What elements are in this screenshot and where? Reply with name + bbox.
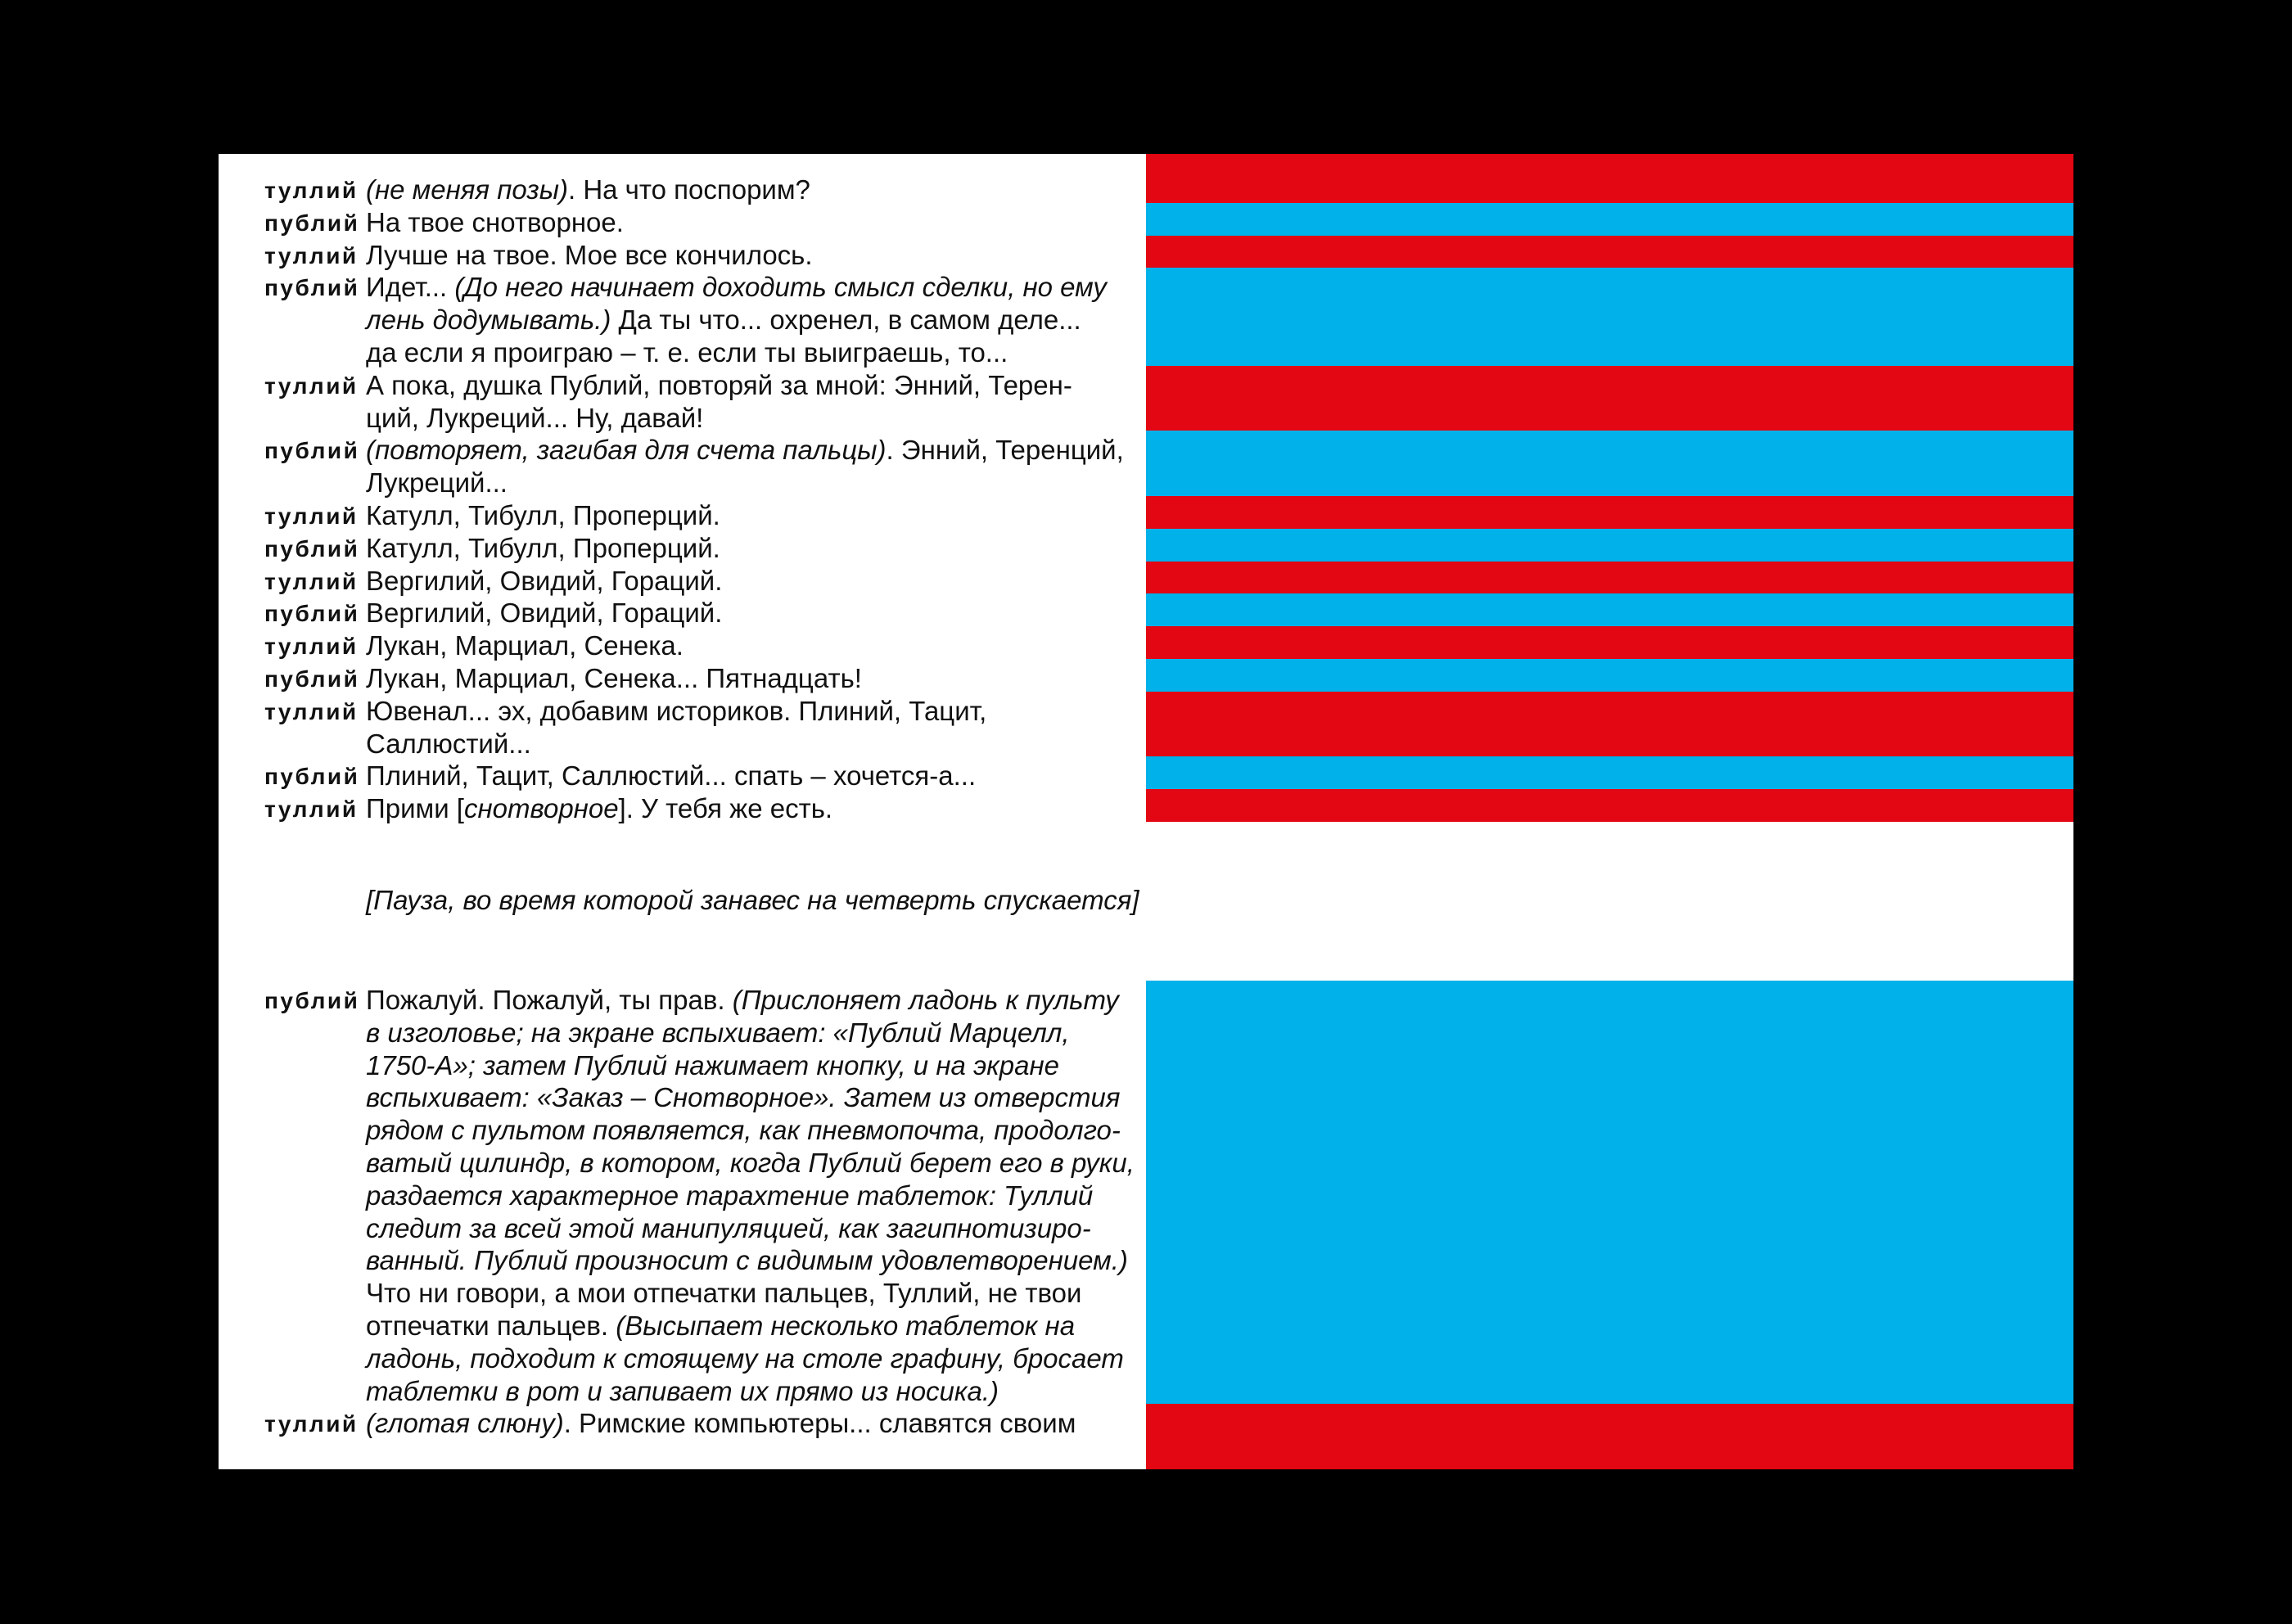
speaker-stripe-red [1146,496,2073,529]
dialogue-line: ладонь, подходит к стоящему на столе графину, бросает [366,1342,1124,1374]
dialogue-line: Лукреций... [366,467,508,498]
turn-lines [366,792,1146,825]
dialogue-line: Катулл, Тибулл, Проперций. [366,499,720,530]
turn-lines [366,271,1146,368]
speaker-stripe-blue [1146,756,2073,789]
speaker-label: публий [264,665,360,692]
turn-lines [366,499,1146,532]
dialogue-line: 1750-А»; затем Публий нажимает кнопку, и на экране [366,1049,1060,1080]
turn-lines [366,434,1146,499]
dialogue-line: Ювенал... эх, добавим историков. Плиний, Тацит, [366,695,987,726]
speaker-stripe-red [1146,789,2073,822]
turn-lines [366,369,1146,435]
dialogue-line: рядом с пультом появляется, как пневмопочта, продолго- [366,1115,1121,1146]
dialogue-turn [219,662,1146,695]
speaker-label: туллий [264,242,359,268]
dialogue-line: (не меняя позы). На что поспорим? [366,174,810,205]
speaker-stripe-blue [1146,529,2073,562]
dialogue-line: Лукан, Марциал, Сенека... Пятнадцать! [366,662,862,693]
dialogue-line: отпечатки пальцев. (Высыпает несколько таблеток на [366,1310,1076,1341]
speaker-label: публий [264,210,360,236]
speaker-label: туллий [264,568,359,594]
turn-lines [366,662,1146,695]
dialogue-line: Что ни говори, а мои отпечатки пальцев, Туллий, не твои [366,1278,1082,1309]
turn-lines [366,597,1146,629]
dialogue-line: в изголовье; на экране вспыхивает: «Публий Марцелл, [366,1017,1070,1048]
speaker-label: туллий [264,634,359,660]
speaker-label: туллий [264,178,359,203]
dialogue-line: (повторяет, загибая для счета пальцы). Энний, Теренций, [366,435,1124,466]
dialogue-line: Саллюстий... [366,728,531,759]
book-page [219,154,2073,1469]
speaker-stripe-red [1146,562,2073,594]
speaker-label: публий [264,275,360,301]
dialogue-turn [219,565,1146,598]
dialogue-line: Прими [снотворное]. У тебя же есть. [366,793,833,824]
dialogue-line: ватый цилиндр, в котором, когда Публий берет его в руки, [366,1147,1135,1178]
speaker-stripe-red [1146,366,2073,431]
dialogue-line: А пока, душка Публий, повторяй за мной: Энний, Терен- [366,369,1072,400]
dialogue-line: Пожалуй. Пожалуй, ты прав. (Прислоняет ладонь к пульту [366,985,1119,1015]
speaker-stripe-column [1146,154,2073,1469]
dialogue-turn [219,206,1146,239]
dialogue-turn [219,532,1146,565]
speaker-label: туллий [264,1411,359,1437]
speaker-stripe-blue [1146,203,2073,236]
speaker-stripe-blue [1146,593,2073,626]
speaker-label: публий [264,535,360,562]
dialogue-turn [219,434,1146,499]
turn-lines [366,206,1146,239]
dialogue-line: лень додумывать.) Да ты что... охренел, в самом деле... [366,304,1081,336]
dialogue-turn [219,1407,1146,1440]
dialogue-line: Идет... (До него начинает доходить смысл сделки, но ему [366,272,1107,303]
turn-lines [366,629,1146,662]
dialogue-turn [219,239,1146,272]
dialogue-turn [219,499,1146,532]
turn-lines [366,1407,1146,1440]
speaker-stripe-blue [1146,981,2073,1404]
dialogue-turn [219,597,1146,629]
turn-lines [366,565,1146,598]
dialogue-turn [219,271,1146,368]
pause-stage-direction: [Пауза, во время которой занавес на четверть спускается] [366,885,1139,915]
speaker-label: публий [264,438,360,464]
turn-lines [366,174,1146,206]
dialogue-line: Вергилий, Овидий, Гораций. [366,598,723,629]
dialogue-line: Лукан, Марциал, Сенека. [366,630,684,661]
speaker-label: туллий [264,796,359,823]
dialogue-line: Лучше на твое. Мое все кончилось. [366,239,813,270]
speaker-label: туллий [264,503,359,529]
speaker-label: туллий [264,698,359,724]
dialogue-line: следит за всей этой манипуляцией, как загипнотизиро- [366,1212,1091,1243]
speaker-stripe-red [1146,626,2073,659]
dialogue-turn [219,369,1146,435]
dialogue-line: раздается характерное тарахтение таблеток: Туллий [366,1180,1094,1211]
speaker-label: туллий [264,372,359,399]
dialogue-turn [219,792,1146,825]
dialogue-line: Катулл, Тибулл, Проперций. [366,532,720,563]
dialogue-line: На твое снотворное. [366,206,624,237]
speaker-label: публий [264,764,360,790]
dialogue-line: (глотая слюну). Римские компьютеры... славятся своим [366,1408,1076,1439]
dialogue-turn [219,695,1146,760]
dialogue-line: ций, Лукреций... Ну, давай! [366,402,704,433]
dialogue-line: Вергилий, Овидий, Гораций. [366,565,723,596]
dialogue-line: Плиний, Тацит, Саллюстий... спать – хочется-а... [366,760,977,792]
speaker-label: публий [264,601,360,627]
speaker-stripe-red [1146,692,2073,757]
turn-lines [366,984,1146,1407]
speaker-stripe-red [1146,236,2073,268]
speaker-stripe-red [1146,154,2073,203]
turn-lines [366,239,1146,272]
dialogue-line: да если я проиграю – т. е. если ты выиграешь, то... [366,336,1008,368]
dialogue-line: таблетки в рот и запивает их прямо из носика.) [366,1375,999,1406]
turn-lines [366,695,1146,760]
dialogue-turn [219,629,1146,662]
speaker-stripe-red [1146,1404,2073,1469]
speaker-stripe-blue [1146,659,2073,692]
dialogue-block-before-pause [219,174,1146,825]
dialogue-block-after-pause [219,984,1146,1440]
speaker-stripe-blue [1146,431,2073,496]
dialogue-turn [219,984,1146,1407]
speaker-label: публий [264,988,360,1013]
dialogue-line: вспыхивает: «Заказ – Снотворное». Затем из отверстия [366,1082,1121,1113]
speaker-stripe-blue [1146,268,2073,365]
dialogue-turn [219,174,1146,206]
turn-lines [366,760,1146,792]
dialogue-turn [219,760,1146,792]
turn-lines [366,532,1146,565]
dialogue-line: ванный. Публий произносит с видимым удовлетворением.) [366,1245,1128,1276]
